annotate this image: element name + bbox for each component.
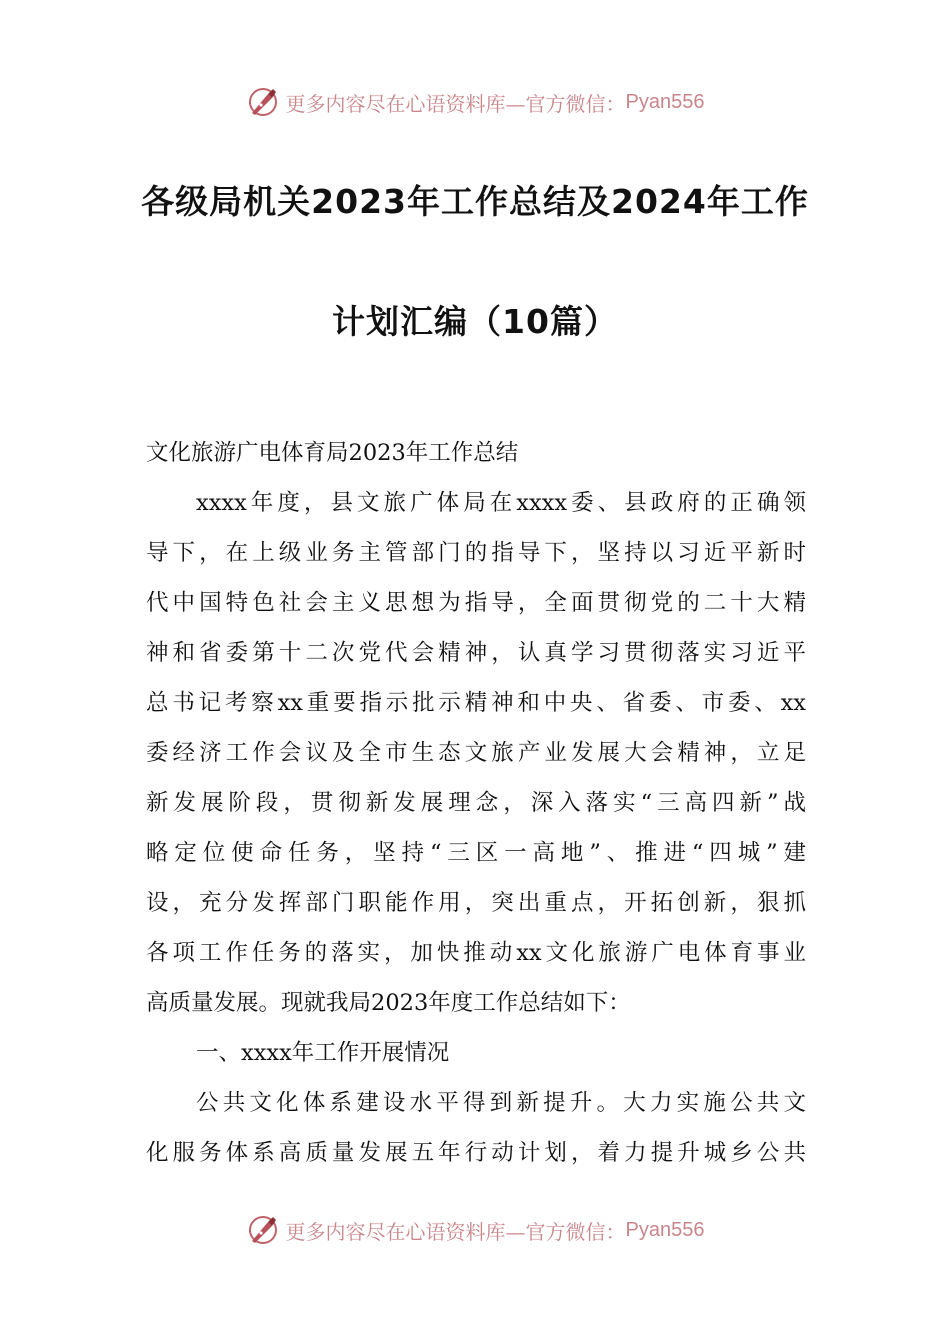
pen-nib-logo-icon	[246, 1213, 280, 1247]
footer-watermark	[0, 1210, 950, 1250]
paragraph-line: 委经济工作会议及全市生态文旅产业发展大会精神，立足	[146, 740, 806, 766]
pen-nib-logo-icon	[246, 85, 280, 119]
paragraph-line: 总书记考察xx重要指示批示精神和中央、省委、市委、xx	[146, 690, 806, 716]
watermark-wechat-id: Pyan556	[625, 1218, 705, 1241]
paragraph-line: xxxx年度，县文旅广体局在xxxx委、县政府的正确领	[196, 490, 806, 516]
document-title-line-2: 计划汇编（10篇）	[332, 302, 618, 341]
section-heading: 文化旅游广电体育局2023年工作总结	[146, 440, 519, 466]
paragraph-line: 略定位使命任务，坚持“三区一高地”、推进“四城”建	[146, 840, 806, 866]
paragraph-line: 代中国特色社会主义思想为指导，全面贯彻党的二十大精	[146, 590, 806, 616]
paragraph-line: 公共文化体系建设水平得到新提升。大力实施公共文	[196, 1090, 806, 1116]
paragraph-line: 各项工作任务的落实，加快推动xx文化旅游广电体育事业	[146, 940, 806, 966]
paragraph-line: 高质量发展。现就我局2023年度工作总结如下：	[146, 990, 631, 1016]
paragraph-line: 神和省委第十二次党代会精神，认真学习贯彻落实习近平	[146, 640, 806, 666]
watermark-text: 更多内容尽在心语资料库—官方微信：	[285, 91, 626, 116]
subsection-heading: 一、xxxx年工作开展情况	[196, 1040, 450, 1066]
paragraph-line: 化服务体系高质量发展五年行动计划，着力提升城乡公共	[146, 1140, 806, 1166]
paragraph-line: 设，充分发挥部门职能作用，突出重点，开拓创新，狠抓	[146, 890, 806, 916]
header-watermark	[0, 82, 950, 122]
document-title-line-1: 各级局机关2023年工作总结及2024年工作	[141, 182, 809, 221]
watermark-wechat-id: Pyan556	[625, 90, 705, 113]
watermark-text: 更多内容尽在心语资料库—官方微信：	[285, 1219, 626, 1244]
paragraph-line: 新发展阶段，贯彻新发展理念，深入落实“三高四新”战	[146, 790, 806, 816]
paragraph-line: 导下，在上级业务主管部门的指导下，坚持以习近平新时	[146, 540, 806, 566]
